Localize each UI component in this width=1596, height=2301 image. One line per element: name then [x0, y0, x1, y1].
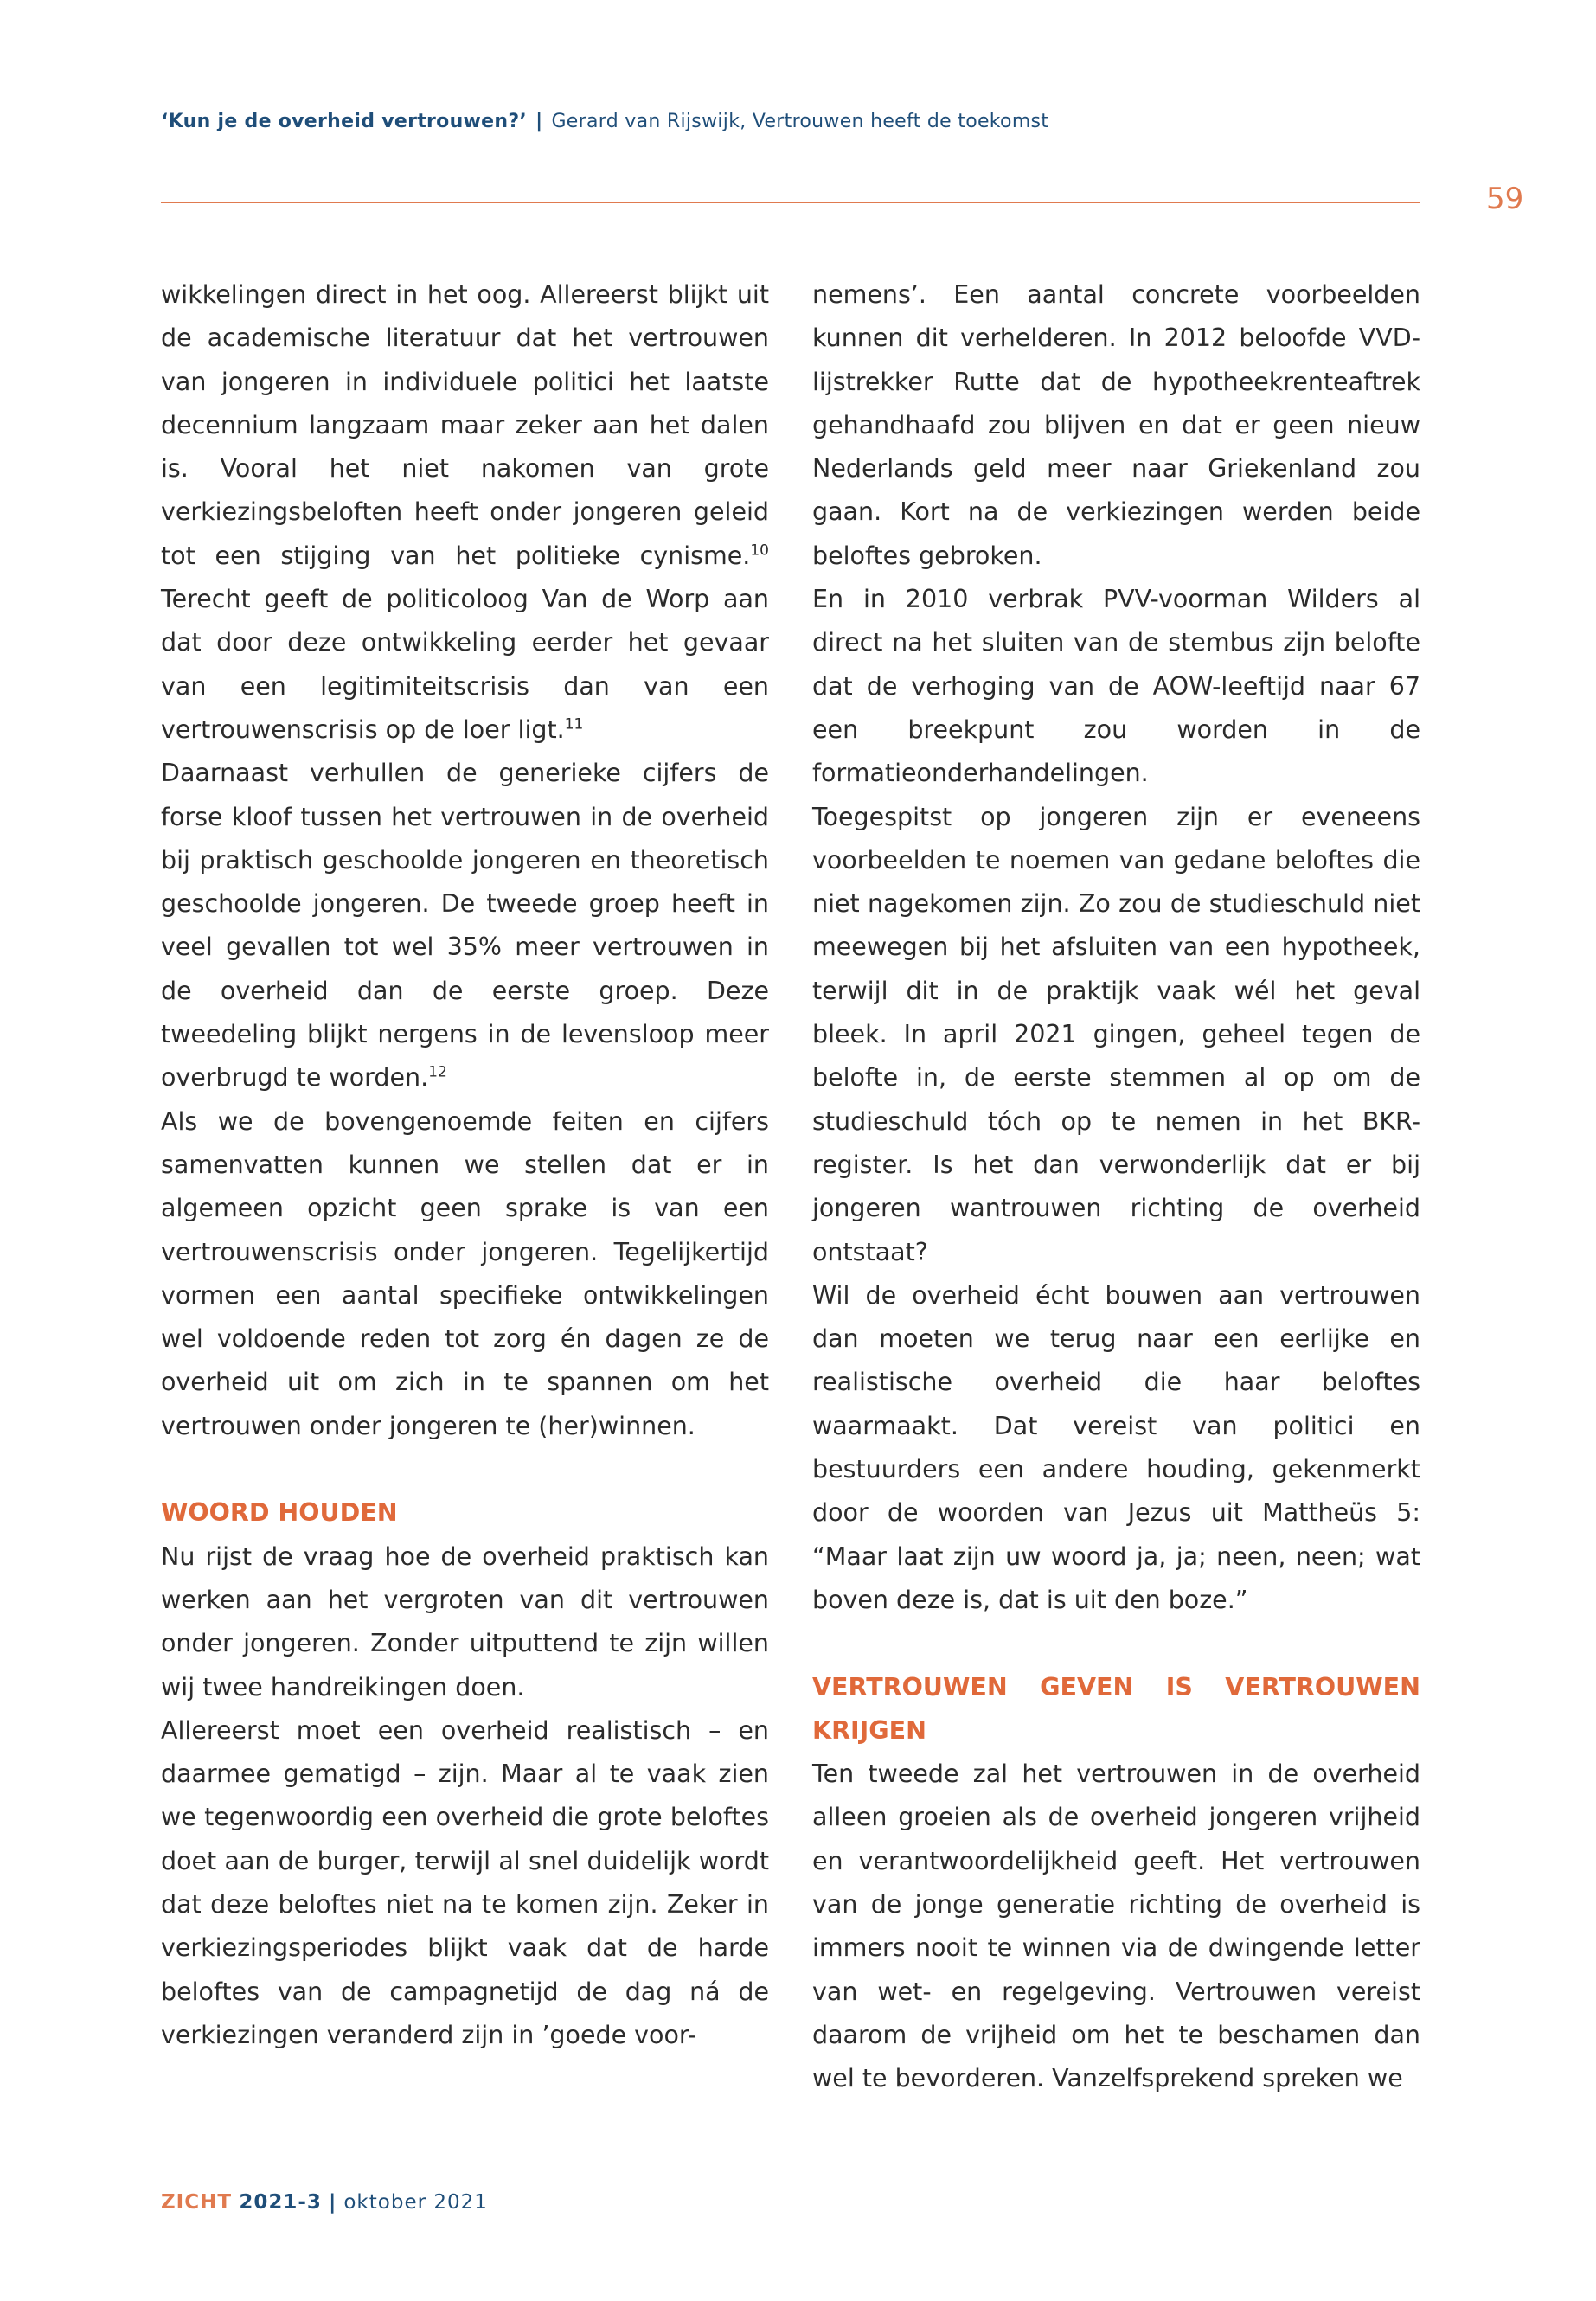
issue-date: oktober 2021: [343, 2191, 488, 2214]
right-column: [812, 273, 1420, 2100]
footer: [161, 2191, 488, 2214]
section-heading-vertrouwen-geven: VERTROUWEN GEVEN IS VERTROUWEN KRIJGEN: [812, 1672, 1420, 1745]
paragraph: Wil de overheid écht bouwen aan vertrouwen dan moeten we terug naar een eerlijke en realistische overheid die haar beloftes waarmaakt. Dat vereist van politici en bestuurders een andere houding, gekenmerkt door de woorden van Jezus uit Mattheüs 5: “Maar laat zijn uw woord ja, ja; neen, neen; wat boven deze is, dat is uit den boze.”: [812, 1280, 1420, 1614]
header-separator: |: [535, 111, 543, 132]
running-header: [161, 111, 1048, 132]
footnote-ref: 12: [428, 1063, 447, 1081]
paragraph: Allereerst moet een overheid realistisch – en daarmee gematigd – zijn. Maar al te vaak zien we tegenwoordig een overheid die grote beloftes doet aan de burger, terwijl al snel duidelijk wordt dat deze beloftes niet na te komen zijn. Zeker in verkiezingsperiodes blijkt vaak dat de harde beloftes van de campagnetijd de dag ná de verkiezingen veranderd zijn in ’goede voor-: [161, 1715, 769, 2049]
paragraph: [161, 273, 769, 752]
paragraph: nemens’. Een aantal concrete voorbeelden kunnen dit verhelderen. In 2012 beloofde VVD-lijstrekker Rutte dat de hypotheekrenteaftrek gehandhaafd zou blijven en dat er geen nieuw Nederlands geld meer naar Griekenland zou gaan. Kort na de verkiezingen werden beide beloftes gebroken.: [812, 280, 1420, 570]
author-line: Gerard van Rijswijk, Vertrouwen heeft de toekomst: [551, 111, 1049, 132]
paragraph-text: wikkelingen direct in het oog. Allereerst blijkt uit de academische literatuur dat het vertrouwen van jongeren in individuele politici het laatste decennium langzaam maar zeker aan het dalen is. Vooral het niet nakomen van grote verkiezingsbeloften heeft onder jongeren geleid tot een stijging van het politieke cynisme.: [161, 280, 769, 570]
paragraph-text: Terecht geeft de politicoloog Van de Worp aan dat door deze ontwikkeling eerder het gevaar van een legitimiteitscrisis dan van een vertrouwenscrisis op de loer ligt.: [161, 585, 769, 744]
magazine-name: ZICHT: [161, 2191, 233, 2214]
paragraph: Als we de bovengenoemde feiten en cijfers samenvatten kunnen we stellen dat er in algemeen opzicht geen sprake is van een vertrouwenscrisis onder jongeren. Tegelijkertijd vormen een aantal specifieke ontwikkelingen wel voldoende reden tot zorg én dagen ze de overheid uit om zich in te spannen om het vertrouwen onder jongeren te (her)winnen.: [161, 1106, 769, 1440]
paragraph: En in 2010 verbrak PVV-voorman Wilders al direct na het sluiten van de stembus zijn belofte dat de verhoging van de AOW-leeftijd naar 67 een breekpunt zou worden in de formatieonderhandelingen.: [812, 585, 1420, 788]
left-column: [161, 273, 769, 2057]
header-rule: [161, 202, 1420, 203]
page-number: 59: [1486, 182, 1524, 216]
paragraph: Ten tweede zal het vertrouwen in de overheid alleen groeien als de overheid jongeren vrijheid en verantwoordelijkheid geeft. Het vertrouwen van de jonge generatie richting de overheid is immers nooit te winnen via de dwingende letter van wet- en regelgeving. Vertrouwen vereist daarom de vrijheid om het te beschamen dan wel te bevorderen. Vanzelfsprekend spreken we: [812, 1759, 1420, 2093]
footer-separator: |: [328, 2191, 337, 2214]
footnote-ref: 10: [750, 542, 769, 560]
footnote-ref: 11: [564, 715, 584, 734]
paragraph-text: Daarnaast verhullen de generieke cijfers de forse kloof tussen het vertrouwen in de overheid bij praktisch geschoolde jongeren en theoretisch geschoolde jongeren. De tweede groep heeft in veel gevallen tot wel 35% meer vertrouwen in de overheid dan de eerste groep. Deze tweedeling blijkt nergens in de levensloop meer overbrugd te worden.: [161, 759, 769, 1093]
article-title: ‘Kun je de overheid vertrouwen?’: [161, 111, 528, 132]
paragraph: Nu rijst de vraag hoe de overheid praktisch kan werken aan het vergroten van dit vertrouwen onder jongeren. Zonder uitputtend te zijn willen wij twee handreikingen doen.: [161, 1541, 769, 1702]
paragraph: Toegespitst op jongeren zijn er eveneens voorbeelden te noemen van gedane beloftes die niet nagekomen zijn. Zo zou de studieschuld niet meewegen bij het afsluiten van een hypotheek, terwijl dit in de praktijk vaak wél het geval bleek. In april 2021 gingen, geheel tegen de belofte in, de eerste stemmen al op om de studieschuld tóch op te nemen in het BKR-register. Is het dan verwonderlijk dat er bij jongeren wantrouwen richting de overheid ontstaat?: [812, 802, 1420, 1266]
section-heading-woord-houden: WOORD HOUDEN: [161, 1498, 398, 1528]
issue-number: 2021-3: [239, 2191, 322, 2214]
paragraph: [161, 752, 769, 1099]
